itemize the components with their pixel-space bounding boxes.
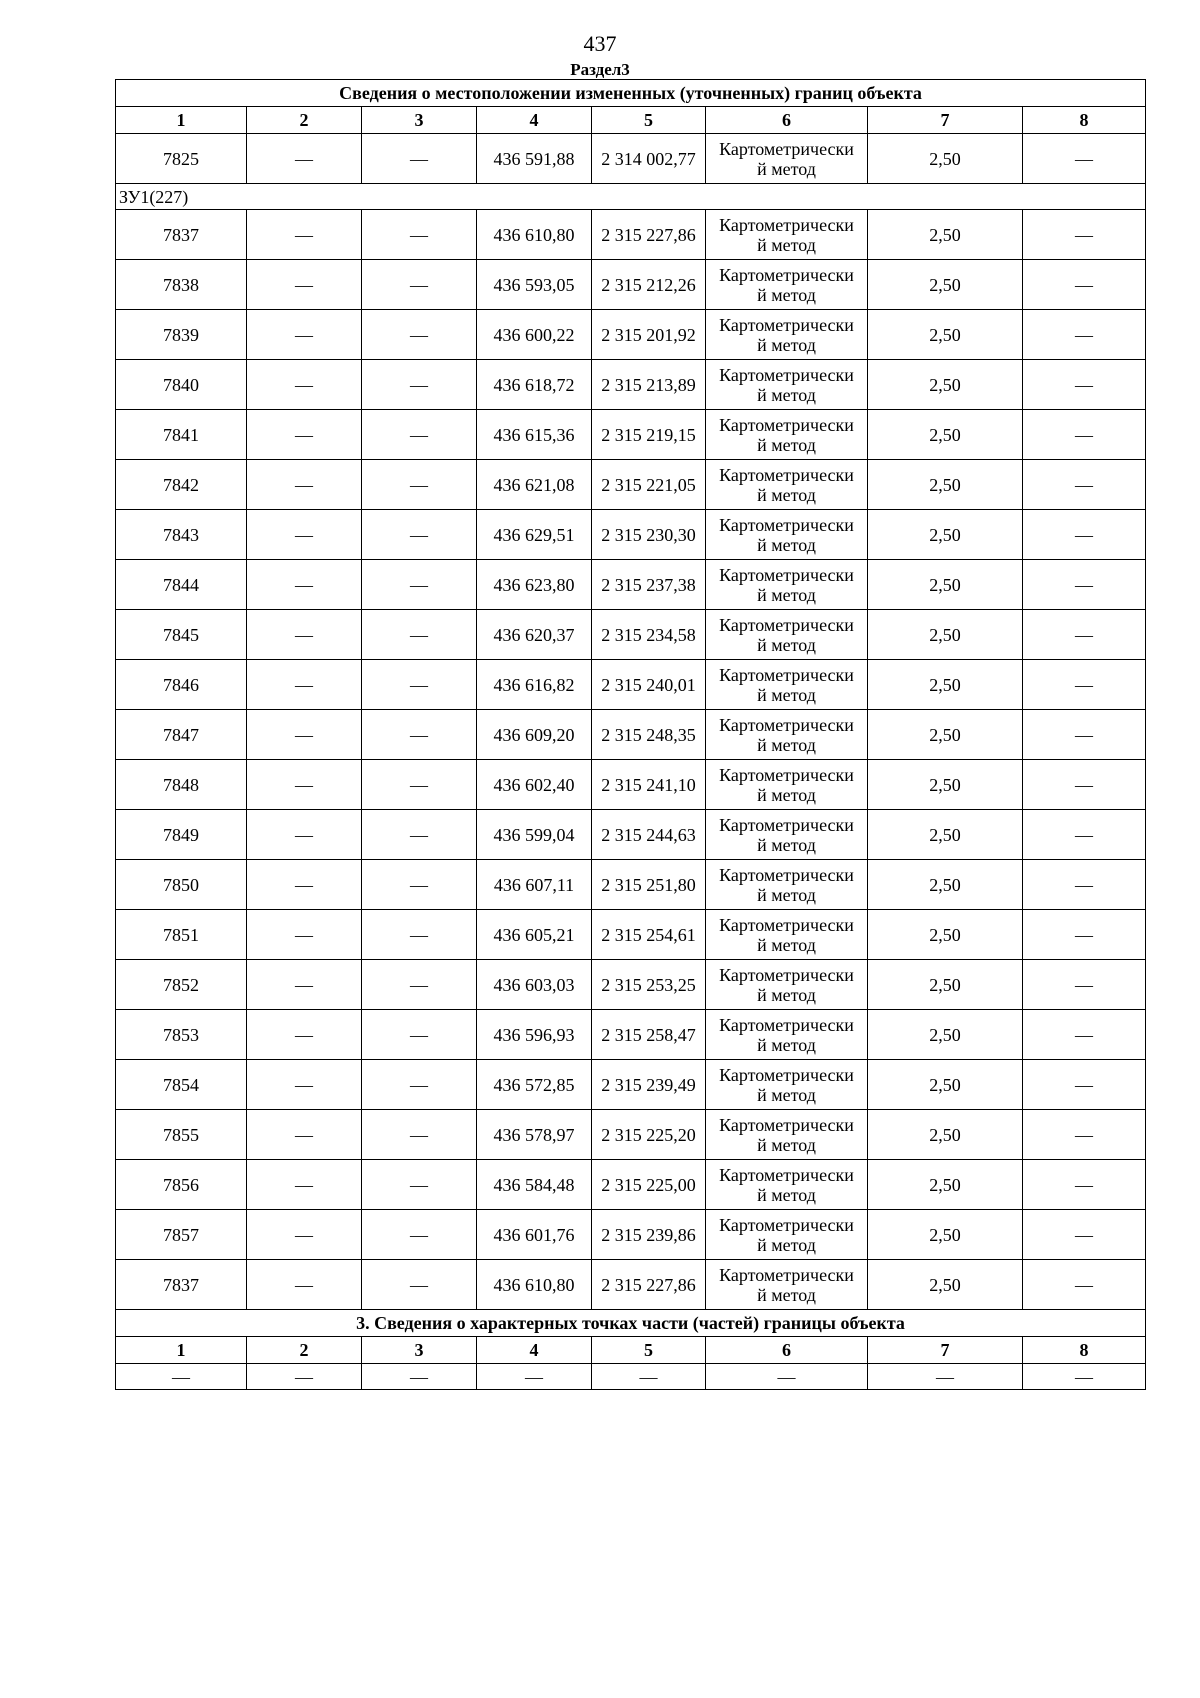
dash-cell: — [247, 810, 362, 860]
accuracy: 2,50 [868, 560, 1023, 610]
dash-cell: — [362, 460, 477, 510]
x-coordinate: 436 616,82 [477, 660, 592, 710]
dash-cell: — [362, 210, 477, 260]
method-line-2: й метод [757, 1034, 816, 1055]
x-coordinate: 436 603,03 [477, 960, 592, 1010]
dash-cell: — [1023, 210, 1146, 260]
table-row [116, 1010, 1146, 1060]
point-number: 7852 [116, 960, 247, 1010]
table-row [116, 410, 1146, 460]
y-coordinate: 2 315 240,01 [592, 660, 706, 710]
dash-cell: — [1023, 610, 1146, 660]
dash-cell: — [362, 260, 477, 310]
dash-cell: — [247, 860, 362, 910]
dash-cell: — [247, 910, 362, 960]
method-cell [706, 460, 868, 510]
dash-cell: — [362, 310, 477, 360]
header-point-number-col: 1 [116, 1337, 247, 1364]
table-row [116, 610, 1146, 660]
method-line-1: Картометрически [719, 564, 854, 585]
table-row [116, 560, 1146, 610]
method-line-1: Картометрически [719, 1014, 854, 1035]
dash-cell: — [1023, 960, 1146, 1010]
point-number: 7843 [116, 510, 247, 560]
x-coordinate: 436 629,51 [477, 510, 592, 560]
method-cell [706, 710, 868, 760]
accuracy: 2,50 [868, 1260, 1023, 1310]
point-number: 7847 [116, 710, 247, 760]
method-cell [706, 660, 868, 710]
table-row [116, 310, 1146, 360]
table-row [116, 134, 1146, 184]
dash-cell: — [362, 1010, 477, 1060]
point-number: 7839 [116, 310, 247, 360]
accuracy: 2,50 [868, 810, 1023, 860]
method-line-1: Картометрически [719, 464, 854, 485]
header-method-col: 6 [706, 107, 868, 134]
header-accuracy-col: 7 [868, 1337, 1023, 1364]
dash-cell: — [247, 410, 362, 460]
x-coordinate: 436 623,80 [477, 560, 592, 610]
dash-cell: — [247, 1010, 362, 1060]
x-coordinate: 436 601,76 [477, 1210, 592, 1260]
method-line-2: й метод [757, 1084, 816, 1105]
dash-cell: — [247, 960, 362, 1010]
dash-cell: — [362, 410, 477, 460]
x-coordinate: 436 607,11 [477, 860, 592, 910]
method-line-1: Картометрически [719, 514, 854, 535]
method-line-1: Картометрически [719, 314, 854, 335]
table-row [116, 710, 1146, 760]
x-coordinate: 436 615,36 [477, 410, 592, 460]
method-line-2: й метод [757, 634, 816, 655]
dash-cell: — [362, 560, 477, 610]
method-line-1: Картометрически [719, 214, 854, 235]
point-number: 7857 [116, 1210, 247, 1260]
method-cell [706, 510, 868, 560]
y-coordinate: 2 315 227,86 [592, 1260, 706, 1310]
method-cell [706, 610, 868, 660]
dash-cell: — [362, 1110, 477, 1160]
y-coordinate: 2 315 201,92 [592, 310, 706, 360]
method-cell [706, 1260, 868, 1310]
accuracy: 2,50 [868, 760, 1023, 810]
accuracy: 2,50 [868, 360, 1023, 410]
dash-cell: — [706, 1364, 868, 1390]
method-line-2: й метод [757, 1184, 816, 1205]
point-number: 7850 [116, 860, 247, 910]
table-row [116, 910, 1146, 960]
y-coordinate: 2 314 002,77 [592, 134, 706, 184]
method-line-2: й метод [757, 284, 816, 305]
table-row [116, 1160, 1146, 1210]
table-row [116, 260, 1146, 310]
table-row [116, 1260, 1146, 1310]
accuracy: 2,50 [868, 460, 1023, 510]
y-coordinate: 2 315 251,80 [592, 860, 706, 910]
dash-cell: — [1023, 560, 1146, 610]
table-row [116, 960, 1146, 1010]
method-line-2: й метод [757, 158, 816, 179]
header-method-col: 6 [706, 1337, 868, 1364]
y-coordinate: 2 315 225,00 [592, 1160, 706, 1210]
method-line-2: й метод [757, 1134, 816, 1155]
method-line-1: Картометрически [719, 264, 854, 285]
header-x-coordinate-col: 4 [477, 1337, 592, 1364]
y-coordinate: 2 315 230,30 [592, 510, 706, 560]
x-coordinate: 436 578,97 [477, 1110, 592, 1160]
dash-cell: — [1023, 1210, 1146, 1260]
x-coordinate: 436 610,80 [477, 210, 592, 260]
method-cell [706, 860, 868, 910]
method-line-1: Картометрически [719, 914, 854, 935]
point-number: 7856 [116, 1160, 247, 1210]
header-row [116, 107, 1146, 134]
method-line-1: Картометрически [719, 1214, 854, 1235]
method-cell [706, 560, 868, 610]
accuracy: 2,50 [868, 510, 1023, 560]
dash-cell: — [247, 260, 362, 310]
method-line-2: й метод [757, 384, 816, 405]
table-row [116, 460, 1146, 510]
dash-cell: — [477, 1364, 592, 1390]
dash-cell: — [247, 360, 362, 410]
header-col-8: 8 [1023, 1337, 1146, 1364]
x-coordinate: 436 599,04 [477, 810, 592, 860]
accuracy: 2,50 [868, 660, 1023, 710]
method-cell [706, 1160, 868, 1210]
dash-cell: — [1023, 1060, 1146, 1110]
header-col-2: 2 [247, 1337, 362, 1364]
dash-cell: — [1023, 1110, 1146, 1160]
method-cell [706, 134, 868, 184]
x-coordinate: 436 591,88 [477, 134, 592, 184]
dash-cell: — [1023, 760, 1146, 810]
dash-cell: — [247, 1364, 362, 1390]
dash-cell: — [1023, 134, 1146, 184]
y-coordinate: 2 315 234,58 [592, 610, 706, 660]
y-coordinate: 2 315 225,20 [592, 1110, 706, 1160]
x-coordinate: 436 609,20 [477, 710, 592, 760]
table-row [116, 360, 1146, 410]
accuracy: 2,50 [868, 960, 1023, 1010]
header-point-number-col: 1 [116, 107, 247, 134]
dash-cell: — [362, 660, 477, 710]
dash-cell: — [362, 1210, 477, 1260]
header-col-3: 3 [362, 107, 477, 134]
boundary-coordinates-table [115, 79, 1146, 1390]
dash-cell: — [362, 710, 477, 760]
accuracy: 2,50 [868, 210, 1023, 260]
section-title: Раздел3 [570, 60, 630, 79]
dash-cell: — [247, 510, 362, 560]
y-coordinate: 2 315 244,63 [592, 810, 706, 860]
method-cell [706, 1010, 868, 1060]
dash-cell: — [247, 1060, 362, 1110]
y-coordinate: 2 315 239,86 [592, 1210, 706, 1260]
dash-cell: — [1023, 1010, 1146, 1060]
x-coordinate: 436 593,05 [477, 260, 592, 310]
dash-cell: — [1023, 1260, 1146, 1310]
dash-cell: — [1023, 260, 1146, 310]
dash-cell: — [247, 660, 362, 710]
dash-cell: — [592, 1364, 706, 1390]
subsection-row [116, 184, 1146, 210]
method-cell [706, 1060, 868, 1110]
accuracy: 2,50 [868, 1110, 1023, 1160]
table-row [116, 860, 1146, 910]
point-number: 7838 [116, 260, 247, 310]
method-line-1: Картометрически [719, 1164, 854, 1185]
y-coordinate: 2 315 241,10 [592, 760, 706, 810]
method-line-1: Картометрически [719, 814, 854, 835]
method-line-2: й метод [757, 734, 816, 755]
dash-cell: — [362, 760, 477, 810]
accuracy: 2,50 [868, 134, 1023, 184]
method-line-2: й метод [757, 434, 816, 455]
point-number: 7840 [116, 360, 247, 410]
table-row [116, 660, 1146, 710]
method-line-2: й метод [757, 234, 816, 255]
dash-cell: — [247, 560, 362, 610]
accuracy: 2,50 [868, 860, 1023, 910]
table-row [116, 210, 1146, 260]
dash-cell: — [362, 134, 477, 184]
y-coordinate: 2 315 219,15 [592, 410, 706, 460]
method-cell [706, 210, 868, 260]
subsection-label: ЗУ1(227) [116, 184, 1146, 210]
point-number: 7837 [116, 210, 247, 260]
dash-cell: — [362, 1364, 477, 1390]
point-number: 7842 [116, 460, 247, 510]
y-coordinate: 2 315 239,49 [592, 1060, 706, 1110]
accuracy: 2,50 [868, 410, 1023, 460]
header-y-coordinate-col: 5 [592, 107, 706, 134]
y-coordinate: 2 315 258,47 [592, 1010, 706, 1060]
x-coordinate: 436 602,40 [477, 760, 592, 810]
y-coordinate: 2 315 254,61 [592, 910, 706, 960]
method-line-2: й метод [757, 1284, 816, 1305]
accuracy: 2,50 [868, 710, 1023, 760]
dash-cell: — [1023, 410, 1146, 460]
y-coordinate: 2 315 213,89 [592, 360, 706, 410]
dash-cell: — [1023, 360, 1146, 410]
method-line-2: й метод [757, 334, 816, 355]
accuracy: 2,50 [868, 610, 1023, 660]
x-coordinate: 436 621,08 [477, 460, 592, 510]
parts-caption-row [116, 1310, 1146, 1337]
accuracy: 2,50 [868, 260, 1023, 310]
method-line-2: й метод [757, 584, 816, 605]
dash-cell: — [1023, 510, 1146, 560]
table-row [116, 1210, 1146, 1260]
point-number: 7848 [116, 760, 247, 810]
dash-cell: — [1023, 310, 1146, 360]
table-row [116, 1110, 1146, 1160]
dash-cell: — [1023, 1364, 1146, 1390]
dash-cell: — [247, 1210, 362, 1260]
dash-cell: — [362, 960, 477, 1010]
method-line-1: Картометрически [719, 614, 854, 635]
method-cell [706, 760, 868, 810]
method-line-1: Картометрически [719, 664, 854, 685]
method-line-1: Картометрически [719, 364, 854, 385]
method-line-1: Картометрически [719, 864, 854, 885]
header-x-coordinate-col: 4 [477, 107, 592, 134]
accuracy: 2,50 [868, 1160, 1023, 1210]
dash-cell: — [247, 1160, 362, 1210]
dash-cell: — [362, 1060, 477, 1110]
point-number: 7855 [116, 1110, 247, 1160]
dash-cell: — [247, 610, 362, 660]
method-line-1: Картометрически [719, 964, 854, 985]
dash-cell: — [362, 1260, 477, 1310]
dash-cell: — [1023, 860, 1146, 910]
y-coordinate: 2 315 237,38 [592, 560, 706, 610]
point-number: 7846 [116, 660, 247, 710]
point-number: 7844 [116, 560, 247, 610]
method-line-1: Картометрически [719, 1114, 854, 1135]
dash-cell: — [116, 1364, 247, 1390]
table-row [116, 810, 1146, 860]
y-coordinate: 2 315 221,05 [592, 460, 706, 510]
method-line-2: й метод [757, 534, 816, 555]
method-line-1: Картометрически [719, 1064, 854, 1085]
accuracy: 2,50 [868, 910, 1023, 960]
dash-cell: — [247, 134, 362, 184]
dash-cell: — [1023, 710, 1146, 760]
method-line-2: й метод [757, 1234, 816, 1255]
table-caption: Сведения о местоположении измененных (уточненных) границ объекта [116, 80, 1146, 107]
dash-cell: — [1023, 660, 1146, 710]
dash-cell: — [1023, 810, 1146, 860]
header-col-2: 2 [247, 107, 362, 134]
method-line-1: Картометрически [719, 138, 854, 159]
table-row [116, 1060, 1146, 1110]
method-cell [706, 410, 868, 460]
accuracy: 2,50 [868, 1060, 1023, 1110]
page-number: 437 [583, 31, 617, 56]
dash-cell: — [1023, 460, 1146, 510]
dash-cell: — [362, 1160, 477, 1210]
header-accuracy-col: 7 [868, 107, 1023, 134]
accuracy: 2,50 [868, 1010, 1023, 1060]
y-coordinate: 2 315 227,86 [592, 210, 706, 260]
x-coordinate: 436 610,80 [477, 1260, 592, 1310]
y-coordinate: 2 315 248,35 [592, 710, 706, 760]
x-coordinate: 436 584,48 [477, 1160, 592, 1210]
parts-empty-row [116, 1364, 1146, 1390]
method-line-2: й метод [757, 884, 816, 905]
header-col-8: 8 [1023, 107, 1146, 134]
dash-cell: — [868, 1364, 1023, 1390]
dash-cell: — [247, 760, 362, 810]
dash-cell: — [362, 510, 477, 560]
method-line-2: й метод [757, 784, 816, 805]
dash-cell: — [247, 1260, 362, 1310]
dash-cell: — [247, 1110, 362, 1160]
point-number: 7849 [116, 810, 247, 860]
dash-cell: — [362, 860, 477, 910]
method-line-2: й метод [757, 934, 816, 955]
dash-cell: — [362, 810, 477, 860]
dash-cell: — [362, 610, 477, 660]
x-coordinate: 436 620,37 [477, 610, 592, 660]
dash-cell: — [1023, 910, 1146, 960]
y-coordinate: 2 315 212,26 [592, 260, 706, 310]
dash-cell: — [247, 460, 362, 510]
header-col-3: 3 [362, 1337, 477, 1364]
table-row [116, 760, 1146, 810]
x-coordinate: 436 618,72 [477, 360, 592, 410]
method-line-2: й метод [757, 484, 816, 505]
method-cell [706, 260, 868, 310]
method-line-1: Картометрически [719, 1264, 854, 1285]
parts-table-caption: 3. Сведения о характерных точках части (частей) границы объекта [116, 1310, 1146, 1337]
point-number: 7851 [116, 910, 247, 960]
method-line-2: й метод [757, 684, 816, 705]
method-cell [706, 360, 868, 410]
table-row [116, 510, 1146, 560]
dash-cell: — [362, 360, 477, 410]
point-number: 7845 [116, 610, 247, 660]
method-line-1: Картометрически [719, 764, 854, 785]
x-coordinate: 436 600,22 [477, 310, 592, 360]
method-line-2: й метод [757, 984, 816, 1005]
accuracy: 2,50 [868, 1210, 1023, 1260]
point-number: 7825 [116, 134, 247, 184]
method-cell [706, 1110, 868, 1160]
method-cell [706, 810, 868, 860]
method-line-2: й метод [757, 834, 816, 855]
method-cell [706, 960, 868, 1010]
dash-cell: — [247, 710, 362, 760]
point-number: 7853 [116, 1010, 247, 1060]
point-number: 7841 [116, 410, 247, 460]
accuracy: 2,50 [868, 310, 1023, 360]
method-line-1: Картометрически [719, 714, 854, 735]
method-cell [706, 910, 868, 960]
x-coordinate: 436 605,21 [477, 910, 592, 960]
method-cell [706, 310, 868, 360]
point-number: 7854 [116, 1060, 247, 1110]
x-coordinate: 436 572,85 [477, 1060, 592, 1110]
dash-cell: — [1023, 1160, 1146, 1210]
y-coordinate: 2 315 253,25 [592, 960, 706, 1010]
dash-cell: — [247, 210, 362, 260]
header-y-coordinate-col: 5 [592, 1337, 706, 1364]
method-line-1: Картометрически [719, 414, 854, 435]
parts-header-row [116, 1337, 1146, 1364]
method-cell [706, 1210, 868, 1260]
dash-cell: — [247, 310, 362, 360]
x-coordinate: 436 596,93 [477, 1010, 592, 1060]
point-number: 7837 [116, 1260, 247, 1310]
dash-cell: — [362, 910, 477, 960]
